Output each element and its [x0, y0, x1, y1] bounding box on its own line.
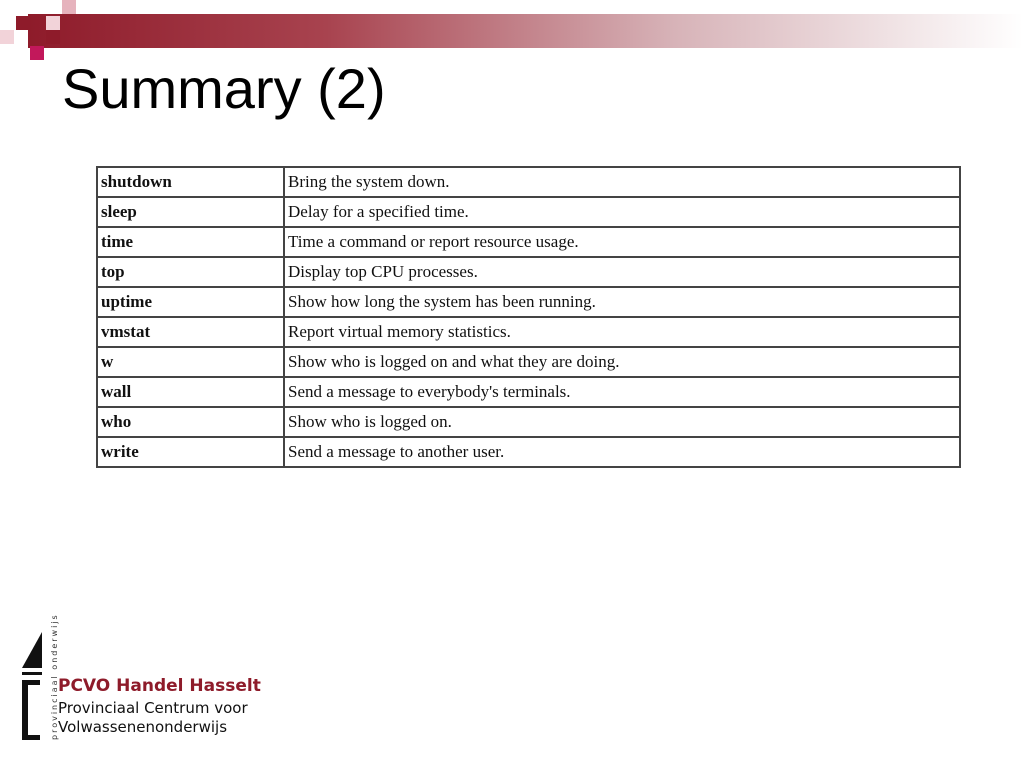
logo-vertical-text: provinciaal onderwijs	[50, 613, 59, 740]
command-description: Send a message to another user.	[284, 437, 960, 467]
command-table	[96, 166, 961, 468]
logo-subtitle-line2: Volwassenenonderwijs	[58, 718, 228, 736]
command-description: Display top CPU processes.	[284, 257, 960, 287]
decor-square	[0, 30, 14, 44]
slide-title: Summary (2)	[62, 57, 386, 120]
table-row	[97, 407, 960, 437]
table-row	[97, 287, 960, 317]
pcvo-logo	[20, 613, 280, 750]
command-description: Show who is logged on.	[284, 407, 960, 437]
logo-subtitle-line1: Provinciaal Centrum voor	[58, 699, 248, 717]
command-name: who	[97, 407, 284, 437]
command-name: top	[97, 257, 284, 287]
command-name: uptime	[97, 287, 284, 317]
decor-square	[46, 30, 60, 44]
table-row	[97, 317, 960, 347]
table-row	[97, 347, 960, 377]
decor-square	[46, 16, 60, 30]
command-description: Bring the system down.	[284, 167, 960, 197]
command-name: w	[97, 347, 284, 377]
header-gradient-bar	[28, 14, 1023, 48]
command-description: Show who is logged on and what they are doing.	[284, 347, 960, 377]
table-row	[97, 257, 960, 287]
command-description: Send a message to everybody's terminals.	[284, 377, 960, 407]
command-name: time	[97, 227, 284, 257]
table-row	[97, 377, 960, 407]
command-description: Time a command or report resource usage.	[284, 227, 960, 257]
command-name: write	[97, 437, 284, 467]
logo-name: PCVO Handel Hasselt	[58, 676, 261, 696]
command-name: vmstat	[97, 317, 284, 347]
command-name: sleep	[97, 197, 284, 227]
command-name: shutdown	[97, 167, 284, 197]
command-description: Report virtual memory statistics.	[284, 317, 960, 347]
table-row	[97, 227, 960, 257]
table-row	[97, 437, 960, 467]
decor-square	[30, 46, 44, 60]
command-name: wall	[97, 377, 284, 407]
command-description: Show how long the system has been running.	[284, 287, 960, 317]
table-row	[97, 197, 960, 227]
command-description: Delay for a specified time.	[284, 197, 960, 227]
table-row	[97, 167, 960, 197]
decor-square	[16, 16, 30, 30]
decor-square	[62, 0, 76, 14]
